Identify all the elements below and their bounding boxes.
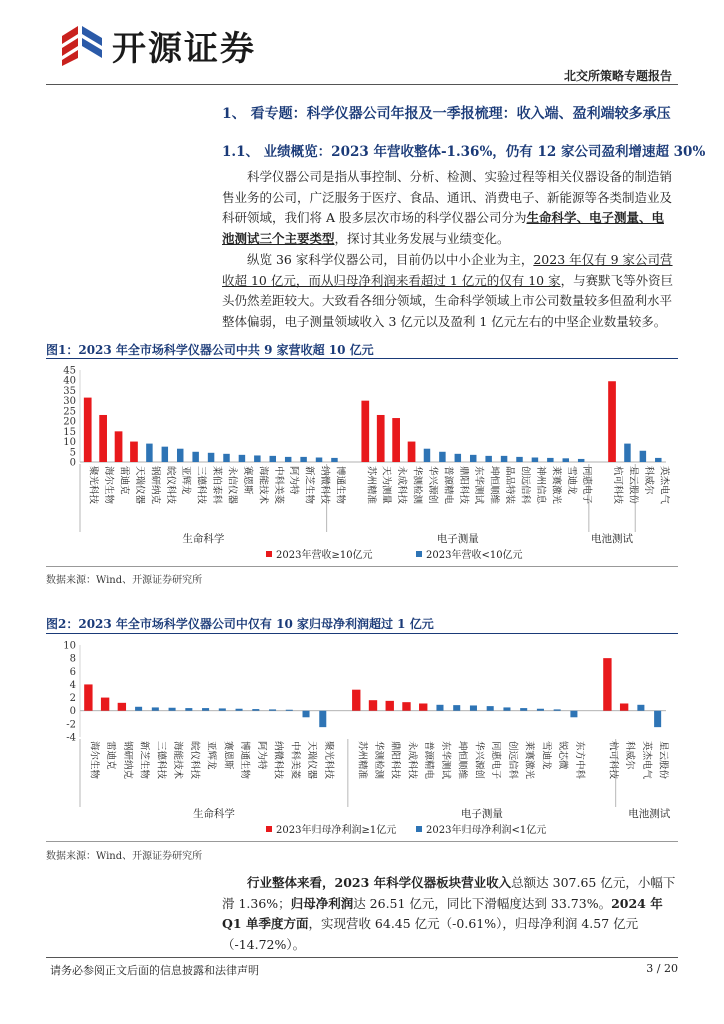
chart2-category-label: 鼎阳科技 [389,741,401,780]
chart1-bar [239,455,245,462]
chart1-category-label: 中科美菱 [272,466,284,505]
chart1-group-label: 电池测试 [591,533,634,545]
chart1-bar [578,459,584,462]
chart2-bar [152,707,159,710]
header-divider [46,84,678,85]
chart2-bar [637,705,644,711]
chart1-bar [455,454,461,462]
chart1-category-label: 永信仪器 [226,466,238,505]
chart2-bar [319,711,326,727]
chart1-bar [640,451,646,462]
chart1-category-label: 天为测量 [380,466,392,505]
chart1-category-label: 亚辉龙 [180,466,192,495]
chart1-category-label: 创远信科 [519,466,531,505]
chart2-bar [603,658,611,711]
figure1-top-rule [46,358,678,359]
chart1-category-label: 聚光科技 [87,466,99,505]
chart1-bar [608,381,616,462]
brand-name: 开源证券 [112,28,256,69]
chart2-bar [252,709,259,711]
chart2-bar [269,709,276,710]
chart1-category-label: 华测检测 [411,466,423,505]
chart2-bar [118,703,126,711]
chart2-ytick-label: 6 [69,666,76,678]
chart2-bar [537,709,544,711]
chart1-bar [316,458,322,462]
chart1-bar [115,431,123,462]
chart1-category-label: 晶品特装 [504,466,516,505]
chart1-bar [285,457,291,462]
chart2-category-label: 普源精电 [423,741,435,780]
chart2-category-label: 博通生物 [239,741,251,780]
chart2-bar [520,708,527,711]
chart2-category-label: 三德科技 [155,741,167,780]
chart1-category-label: 阿为特 [288,466,300,495]
chart2-category-label: 同惠电子 [490,741,502,780]
chart2-bar [84,684,92,710]
chart1-bar [439,452,445,462]
chart1-legend-swatch-blue [416,551,422,557]
chart1-category-label: 鼎阳科技 [457,466,469,505]
chart2-bar [352,690,360,711]
chart2-bar [654,711,661,727]
chart2-bar [554,709,561,710]
chart2-legend-label: 2023年归母净利润<1亿元 [426,825,547,836]
chart2-category-label: 聚光科技 [322,741,334,780]
chart2-bar [219,708,226,710]
chart1-bar [408,442,416,462]
chart1-category-label: 英杰电气 [658,466,670,505]
chart2-group-label: 电子测量 [460,808,503,820]
chart1-category-label: 苏州精准 [365,466,377,505]
chart2-group-label: 电池测试 [628,808,671,820]
chart1-bar [392,418,400,462]
chart1-bar [516,457,522,462]
chart1-bar [192,452,198,462]
chart2-bar [135,707,142,711]
chart1-legend-label: 2023年营收≥10亿元 [276,550,373,561]
chart1-category-label: 杭可科技 [612,466,624,505]
chart1-category-label: 海能技术 [257,466,269,505]
chart1-bar [655,458,661,462]
brand-mark-icon [58,22,106,68]
chart1-legend-label: 2023年营收<10亿元 [426,550,523,561]
chart2-category-label: 锐芯微 [557,741,569,770]
chart2-bar [620,703,628,710]
chart2-bar [402,702,410,711]
chart2-category-label: 纳微科技 [272,741,284,780]
chart2-category-label: 东方中科 [573,741,585,780]
chart1-bar [208,453,214,462]
chart1-group-label: 生命科学 [182,533,225,545]
chart2-bar [470,705,477,710]
chart1-category-label: 永成科技 [396,466,408,505]
chart2-bar [487,706,494,711]
chart2-bar [101,698,109,711]
figure1-source: 数据来源：Wind、开源证券研究所 [46,575,203,586]
chart2-ytick-label: -2 [66,719,76,731]
chart2-legend-label: 2023年归母净利润≥1亿元 [276,825,397,836]
figure1-bottom-rule [46,566,678,567]
chart1-category-label: 莱赛激光 [550,466,562,505]
chart2-category-label: 海尔生物 [88,741,100,780]
chart1-bar [361,401,369,462]
chart1-bar [130,442,138,462]
chart1-legend-swatch-red [266,551,272,557]
chart2-bar [236,709,243,711]
chart2-ytick-label: 2 [69,693,76,705]
chart2-legend-swatch-red [266,826,272,832]
chart2-category-label: 永成科技 [406,741,418,780]
chart2-bar [419,703,427,710]
figure2-title: 图2：2023 年全市场科学仪器公司中仅有 10 家归母净利润超过 1 亿元 [46,617,434,631]
chart2-category-label: 雪迪龙 [540,741,552,770]
chart1-category-label: 神州信息 [534,466,546,505]
subsection-heading: 1.1、 业绩概览：2023 年营收整体-1.36%，仍有 12 家公司盈利增速超 30% [222,144,706,160]
chart1-ytick-label: 45 [63,365,76,377]
chart1-category-label: 雪迪龙 [565,466,577,495]
chart1-bar [99,415,107,462]
chart2-category-label: 华兴源创 [473,741,485,780]
footer-disclaimer: 请务必参阅正文后面的信息披露和法律声明 [50,964,259,977]
chart1-category-label: 钢研纳克 [149,466,161,505]
chart1-bar [624,444,630,462]
chart1-bar [223,454,229,462]
chart2-category-label: 亚辉龙 [205,741,217,770]
chart2-bar [453,705,460,711]
chart1-category-label: 博通生物 [334,466,346,505]
chart2-bar [503,707,510,710]
figure2-source: 数据来源：Wind、开源证券研究所 [46,851,203,862]
chart1-ytick-label: 30 [63,396,76,408]
chart1-category-label: 同惠电子 [581,466,593,505]
chart1-bar [485,456,491,462]
chart2-ytick-label: -4 [66,732,76,744]
chart2-category-label: 新芝生物 [138,741,150,780]
chart1-ytick-label: 5 [69,447,76,459]
figure2-top-rule [46,633,678,634]
chart2-ytick-label: 10 [63,640,76,652]
chart1-bar [146,444,152,462]
chart1-bar [177,449,183,462]
chart2-category-label: 星云股份 [657,741,669,780]
chart2-category-label: 苏州精准 [356,741,368,780]
chart2-category-label: 赛恩斯 [222,741,234,770]
figure2-bottom-rule [46,841,678,842]
chart1-ytick-label: 10 [63,437,76,449]
chart2-category-label: 天瑞仪器 [306,741,318,780]
chart2-category-label: 英杰电气 [640,741,652,780]
chart1-bar [331,458,337,462]
chart1-ytick-label: 15 [63,426,76,438]
chart1-category-label: 赛恩斯 [241,466,253,495]
chart2-bar [303,711,310,718]
chart2-bar [202,708,209,711]
chart2-bar [185,708,192,711]
chart2-ytick-label: 8 [69,653,76,665]
chart1-group-label: 电子测量 [436,533,479,545]
chart1-category-label: 新芝生物 [303,466,315,505]
chart1-ytick-label: 35 [63,385,76,397]
chart2-category-label: 华测检测 [373,741,384,780]
report-type: 北交所策略专题报告 [563,69,672,83]
chart1-category-label: 东华测试 [473,466,485,505]
chart2-category-label: 科威尔 [624,741,636,770]
chart2-category-label: 东华测试 [439,741,451,780]
chart1-bar [254,455,260,462]
chart2-category-label: 海能技术 [172,741,184,780]
chart1-category-label: 纳微科技 [319,466,331,505]
chart2-category-label: 雷迪克 [105,741,117,770]
chart1-bar [547,458,553,462]
chart2-bar [436,705,443,711]
section-heading: 1、 看专题：科学仪器公司年报及一季报梳理：收入端、盈利端较多承压 [222,106,671,122]
chart2-ytick-label: 4 [69,679,76,691]
chart1-bar [377,415,385,462]
chart1-bar [532,458,538,462]
chart1-category-label: 坤恒顺维 [488,466,500,505]
chart2-legend-swatch-blue [416,826,422,832]
chart2-category-label: 杭可科技 [607,741,619,780]
brand-logo [58,20,256,70]
chart1-bar [270,456,276,462]
chart2-ytick-label: 0 [69,706,76,718]
chart1-category-label: 星云股份 [627,466,639,505]
chart1-bar [470,455,476,462]
chart1-bar [563,458,569,462]
chart1-category-label: 雷迪克 [118,466,130,495]
chart1-category-label: 莱伯泰科 [211,466,223,505]
chart2-category-label: 莱赛激光 [523,741,535,780]
chart1-category-label: 华兴源创 [426,466,438,505]
figure2-chart [46,637,678,837]
chart2-category-label: 皖仪科技 [188,741,200,780]
chart1-category-label: 普源精电 [442,466,454,505]
chart2-category-label: 坤恒顺维 [456,741,468,780]
chart2-category-label: 钢研纳克 [121,741,133,780]
chart2-bar [286,710,293,711]
chart1-ytick-label: 25 [63,406,76,418]
chart1-ytick-label: 0 [69,457,76,469]
chart2-group-label: 生命科学 [192,808,235,820]
chart2-bar [169,708,176,711]
chart1-category-label: 科威尔 [642,466,654,495]
chart1-category-label: 皖仪科技 [164,466,176,505]
paragraph-summary: 行业整体来看，2023 年科学仪器板块营业收入总额达 307.65 亿元，小幅下滑 1.36%；归母净利润达 26.51 亿元，同比下滑幅度达到 33.73%。2024 年 Q1 单季度方面，实现营收 64.45 亿元（-0.61%），归母净利润 4.57 亿元（-14.72%）。 [222,875,676,952]
figure1-chart [46,362,678,562]
chart2-category-label: 中科美菱 [289,741,301,780]
chart1-bar [424,449,430,462]
chart1-category-label: 天瑞仪器 [133,466,145,505]
chart1-bar [501,456,507,462]
chart1-ytick-label: 20 [63,416,76,428]
chart2-bar [369,700,377,711]
chart2-bar [570,711,577,718]
chart2-category-label: 创远信科 [506,741,518,780]
chart1-bar [162,447,168,462]
chart1-bar [300,457,306,462]
chart1-category-label: 三德科技 [195,466,207,505]
chart2-bar [386,701,394,711]
paragraph-intro: 科学仪器公司是指从事控制、分析、检测、实验过程等相关仪器设备的制造销售业务的公司，广泛服务于医疗、食品、通讯、消费电子、新能源等各类制造业及科研领域，我们将 A 股多层次市场的科学仪器公司分为生命科学、电子测量、电池测试三个主要类型，探讨其业务发展与业绩变化。 [222,169,673,246]
paragraph-overview: 纵览 36 家科学仪器公司，目前仍以中小企业为主，2023 年仅有 9 家公司营收超 10 亿元，而从归母净利润来看超过 1 亿元的仅有 10 家，与赛默飞等外资巨头仍然差距较大。大致看各细分领域，生命科学领域上市公司数量较多但盈利水平整体偏弱，电子测量领域收入 3 亿元以及盈利 1 亿元左右的中坚企业数量较多。 [222,252,674,329]
chart1-ytick-label: 40 [63,375,76,387]
chart1-category-label: 海尔生物 [103,466,115,505]
page-number: 3 / 20 [646,962,678,975]
figure1-title: 图1：2023 年全市场科学仪器公司中共 9 家营收超 10 亿元 [46,343,374,357]
chart2-category-label: 阿为特 [255,741,267,770]
footer-divider [46,957,678,958]
chart1-bar [84,398,92,462]
